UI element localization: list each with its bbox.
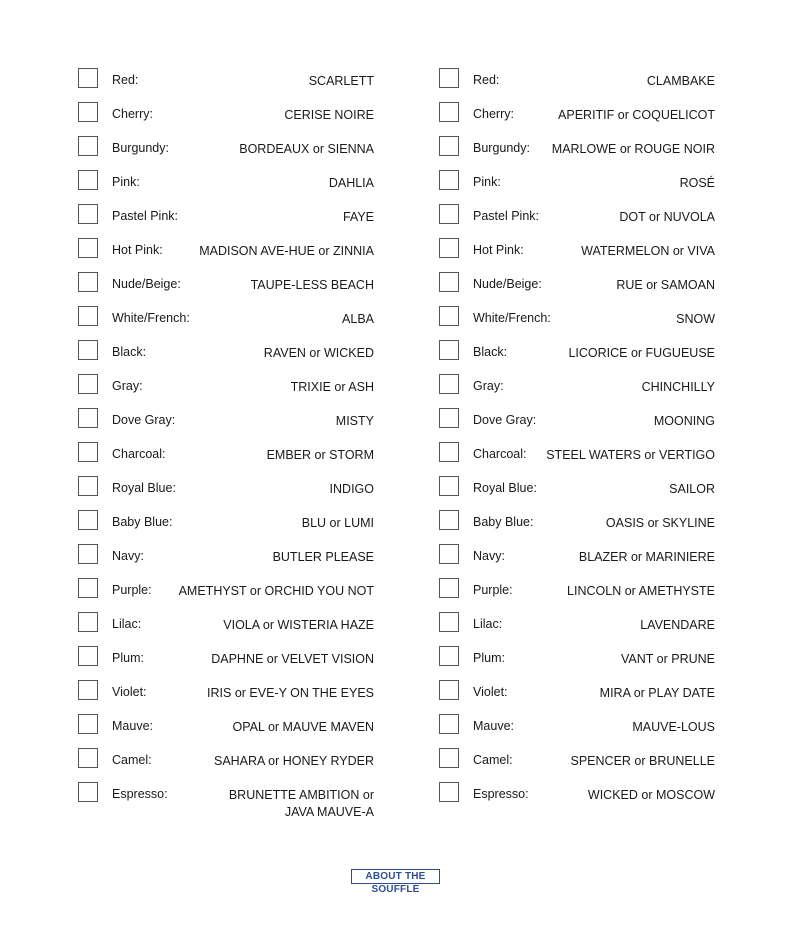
color-category-label: Royal Blue: [112, 481, 176, 495]
checkbox[interactable] [78, 782, 98, 802]
checklist-row [439, 136, 715, 170]
checkbox[interactable] [78, 238, 98, 258]
polish-name-line: EMBER or STORM [266, 448, 374, 462]
checklist-row [78, 782, 374, 819]
polish-name-value [330, 481, 374, 498]
footer-logo: ABOUT THE SOUFFLÉ [351, 869, 440, 884]
polish-name-value [199, 243, 374, 260]
checkbox[interactable] [439, 714, 459, 734]
checklist-row [78, 204, 374, 238]
checkbox[interactable] [78, 748, 98, 768]
color-category-label: Navy: [112, 549, 144, 563]
checkbox[interactable] [78, 272, 98, 292]
polish-name-line: WATERMELON or VIVA [581, 244, 715, 258]
color-category-label: Nude/Beige: [112, 277, 181, 291]
polish-name-value [273, 549, 374, 566]
polish-name-value [571, 753, 716, 770]
polish-name-line: STEEL WATERS or VERTIGO [546, 448, 715, 462]
color-category-label: Violet: [112, 685, 147, 699]
polish-name-line: SPENCER or BRUNELLE [570, 754, 715, 768]
polish-name-line: CHINCHILLY [641, 380, 715, 394]
checklist-row [78, 612, 374, 646]
polish-name-value [558, 107, 715, 124]
polish-name-line: LAVENDARE [640, 618, 715, 632]
color-category-label: Baby Blue: [112, 515, 173, 529]
checklist-row [78, 136, 374, 170]
polish-name-line: OPAL or MAUVE MAVEN [232, 720, 374, 734]
polish-name-line: BUTLER PLEASE [272, 550, 374, 564]
checkbox[interactable] [78, 408, 98, 428]
checklist-row [439, 408, 715, 442]
polish-name-line: MADISON AVE-HUE or ZINNIA [199, 244, 374, 258]
color-category-label: Pastel Pink: [473, 209, 540, 223]
checkbox[interactable] [78, 442, 98, 462]
polish-name-line: JAVA MAUVE-A [284, 805, 374, 819]
polish-name-line: TAUPE-LESS BEACH [250, 278, 374, 292]
color-category-label: Red: [473, 73, 500, 87]
polish-name-line: ROSÉ [679, 176, 715, 190]
polish-name-value [309, 73, 374, 90]
checklist-row [439, 272, 715, 306]
color-category-label: Camel: [112, 753, 152, 767]
color-category-label: Mauve: [473, 719, 514, 733]
checklist-row [439, 102, 715, 136]
polish-name-line: RUE or SAMOAN [616, 278, 715, 292]
checklist-row [439, 306, 715, 340]
color-category-label: Purple: [112, 583, 152, 597]
polish-name-value [214, 753, 374, 770]
checklist-row [78, 442, 374, 476]
right-checklist-column [439, 68, 715, 816]
polish-name-line: VIOLA or WISTERIA HAZE [223, 618, 374, 632]
polish-name-value [606, 515, 715, 532]
checklist-row [439, 170, 715, 204]
checklist-row [439, 238, 715, 272]
color-category-label: Lilac: [473, 617, 503, 631]
checklist-row [439, 646, 715, 680]
checkbox[interactable] [78, 646, 98, 666]
color-category-label: Gray: [112, 379, 143, 393]
checkbox[interactable] [439, 102, 459, 122]
polish-name-line: MARLOWE or ROUGE NOIR [551, 142, 715, 156]
checkbox[interactable] [78, 170, 98, 190]
checkbox[interactable] [439, 612, 459, 632]
checkbox[interactable] [439, 510, 459, 530]
polish-name-line: INDIGO [329, 482, 374, 496]
checkbox[interactable] [439, 272, 459, 292]
color-category-label: Espresso: [473, 787, 529, 801]
checkbox[interactable] [439, 136, 459, 156]
polish-name-value [251, 277, 374, 294]
checkbox[interactable] [439, 476, 459, 496]
color-category-label: Pastel Pink: [112, 209, 179, 223]
polish-name-value [342, 311, 374, 328]
color-category-label: Mauve: [112, 719, 153, 733]
checkbox[interactable] [439, 578, 459, 598]
checklist-row [78, 578, 374, 612]
checkbox[interactable] [439, 306, 459, 326]
polish-name-value [676, 311, 715, 328]
polish-name-value [642, 379, 715, 396]
color-category-label: Hot Pink: [112, 243, 163, 257]
polish-name-value [669, 481, 715, 498]
checklist-row [78, 102, 374, 136]
polish-name-line: DAHLIA [328, 176, 374, 190]
polish-name-value [239, 141, 374, 158]
polish-name-value [640, 617, 715, 634]
polish-name-value [654, 413, 715, 430]
checkbox[interactable] [78, 544, 98, 564]
color-category-label: Espresso: [112, 787, 168, 801]
polish-name-line: FAYE [342, 210, 374, 224]
checkbox[interactable] [78, 136, 98, 156]
polish-name-line: SAILOR [669, 482, 715, 496]
polish-name-value [588, 787, 715, 804]
polish-name-value [179, 583, 374, 600]
checkbox[interactable] [78, 680, 98, 700]
polish-name-value [616, 277, 715, 294]
polish-name-line: IRIS or EVE-Y ON THE EYES [207, 686, 374, 700]
polish-name-value [329, 175, 374, 192]
checkbox[interactable] [439, 238, 459, 258]
checkbox[interactable] [439, 408, 459, 428]
polish-name-value [267, 447, 374, 464]
color-category-label: Pink: [473, 175, 501, 189]
polish-name-line: AMETHYST or ORCHID YOU NOT [178, 584, 374, 598]
polish-name-line: BORDEAUX or SIENNA [239, 142, 374, 156]
polish-name-value [264, 345, 374, 362]
checkbox[interactable] [439, 748, 459, 768]
checklist-row [439, 612, 715, 646]
checklist-row [439, 748, 715, 782]
polish-name-value [552, 141, 715, 158]
color-category-label: Violet: [473, 685, 508, 699]
polish-name-value [680, 175, 715, 192]
color-category-label: Hot Pink: [473, 243, 524, 257]
checklist-row [78, 238, 374, 272]
polish-name-value [207, 685, 374, 702]
polish-name-line: TRIXIE or ASH [290, 380, 374, 394]
color-category-label: Plum: [112, 651, 144, 665]
polish-name-line: DOT or NUVOLA [619, 210, 715, 224]
polish-name-line: CERISE NOIRE [284, 108, 374, 122]
polish-name-value [632, 719, 715, 736]
checklist-row [78, 408, 374, 442]
polish-name-value [229, 787, 374, 821]
polish-name-value [233, 719, 374, 736]
checkbox[interactable] [439, 782, 459, 802]
left-checklist-column [78, 68, 374, 819]
polish-name-line: SAHARA or HONEY RYDER [213, 754, 374, 768]
color-category-label: Red: [112, 73, 139, 87]
checklist-row [439, 510, 715, 544]
checklist-row [439, 442, 715, 476]
color-category-label: Nude/Beige: [473, 277, 542, 291]
checkbox[interactable] [78, 612, 98, 632]
polish-name-line: LICORICE or FUGUEUSE [568, 346, 715, 360]
polish-name-value [621, 651, 715, 668]
polish-name-line: BRUNETTE AMBITION or [228, 788, 374, 802]
color-category-label: Black: [473, 345, 508, 359]
color-category-label: Camel: [473, 753, 513, 767]
polish-name-line: LINCOLN or AMETHYSTE [567, 584, 715, 598]
checklist-row [78, 306, 374, 340]
checkbox[interactable] [78, 578, 98, 598]
polish-name-value [291, 379, 374, 396]
polish-name-line: BLAZER or MARINIERE [578, 550, 715, 564]
checklist-row [78, 476, 374, 510]
checklist-row [439, 340, 715, 374]
color-category-label: Cherry: [473, 107, 514, 121]
checkbox[interactable] [78, 476, 98, 496]
polish-name-line: MISTY [335, 414, 374, 428]
polish-name-line: SCARLETT [308, 74, 374, 88]
polish-name-line: DAPHNE or VELVET VISION [211, 652, 374, 666]
checkbox[interactable] [439, 170, 459, 190]
color-category-label: Dove Gray: [473, 413, 537, 427]
polish-name-value [546, 447, 715, 464]
checklist-row [78, 544, 374, 578]
polish-name-value [284, 107, 374, 124]
color-category-label: Purple: [473, 583, 513, 597]
polish-name-line: VANT or PRUNE [620, 652, 715, 666]
color-category-label: Burgundy: [112, 141, 169, 155]
color-category-label: Baby Blue: [473, 515, 534, 529]
polish-name-value [568, 345, 715, 362]
checklist-row [439, 714, 715, 748]
checkbox[interactable] [439, 204, 459, 224]
checkbox[interactable] [78, 510, 98, 530]
polish-name-value [343, 209, 374, 226]
color-category-label: Black: [112, 345, 147, 359]
polish-name-value [336, 413, 374, 430]
color-category-label: Navy: [473, 549, 505, 563]
color-category-label: Lilac: [112, 617, 142, 631]
checkbox[interactable] [78, 374, 98, 394]
polish-name-value [600, 685, 715, 702]
polish-name-line: MAUVE-LOUS [632, 720, 715, 734]
color-category-label: White/French: [112, 311, 190, 325]
polish-name-line: BLU or LUMI [301, 516, 374, 530]
checklist-row [78, 646, 374, 680]
checkbox[interactable] [78, 204, 98, 224]
checklist-row [78, 340, 374, 374]
checklist-row [78, 170, 374, 204]
checkbox[interactable] [439, 374, 459, 394]
checklist-row [78, 714, 374, 748]
checkbox[interactable] [439, 680, 459, 700]
polish-name-value [223, 617, 374, 634]
polish-name-line: WICKED or MOSCOW [587, 788, 715, 802]
polish-name-value [619, 209, 715, 226]
polish-name-line: CLAMBAKE [646, 74, 715, 88]
checklist-row [439, 68, 715, 102]
checkbox[interactable] [78, 306, 98, 326]
polish-name-line: SNOW [676, 312, 715, 326]
checklist-row [78, 272, 374, 306]
polish-name-line: MIRA or PLAY DATE [599, 686, 715, 700]
color-category-label: Pink: [112, 175, 140, 189]
checklist-row [78, 748, 374, 782]
polish-name-line: OASIS or SKYLINE [605, 516, 715, 530]
checklist-row [439, 476, 715, 510]
checklist-row [78, 374, 374, 408]
color-category-label: Burgundy: [473, 141, 530, 155]
checklist-row [78, 68, 374, 102]
checkbox[interactable] [439, 646, 459, 666]
color-category-label: Cherry: [112, 107, 153, 121]
polish-name-line: MOONING [653, 414, 715, 428]
checklist-row [439, 782, 715, 816]
checkbox[interactable] [439, 442, 459, 462]
color-category-label: Gray: [473, 379, 504, 393]
polish-name-value [579, 549, 715, 566]
color-category-label: Charcoal: [473, 447, 527, 461]
polish-name-line: APERITIF or COQUELICOT [558, 108, 715, 122]
polish-name-line: RAVEN or WICKED [263, 346, 374, 360]
color-category-label: White/French: [473, 311, 551, 325]
checkbox[interactable] [78, 714, 98, 734]
polish-name-line: ALBA [342, 312, 374, 326]
polish-name-value [567, 583, 715, 600]
polish-name-value [302, 515, 374, 532]
checklist-row [439, 578, 715, 612]
polish-name-value [211, 651, 374, 668]
color-category-label: Royal Blue: [473, 481, 537, 495]
checkbox[interactable] [439, 68, 459, 88]
checkbox[interactable] [78, 102, 98, 122]
checkbox[interactable] [78, 340, 98, 360]
checklist-row [439, 374, 715, 408]
checklist-row [78, 680, 374, 714]
checklist-row [439, 544, 715, 578]
checklist-row [78, 510, 374, 544]
checkbox[interactable] [78, 68, 98, 88]
color-category-label: Plum: [473, 651, 505, 665]
checkbox[interactable] [439, 340, 459, 360]
checklist-row [439, 204, 715, 238]
checkbox[interactable] [439, 544, 459, 564]
color-category-label: Charcoal: [112, 447, 166, 461]
polish-name-value [647, 73, 715, 90]
color-category-label: Dove Gray: [112, 413, 176, 427]
checklist-row [439, 680, 715, 714]
polish-name-value [581, 243, 715, 260]
